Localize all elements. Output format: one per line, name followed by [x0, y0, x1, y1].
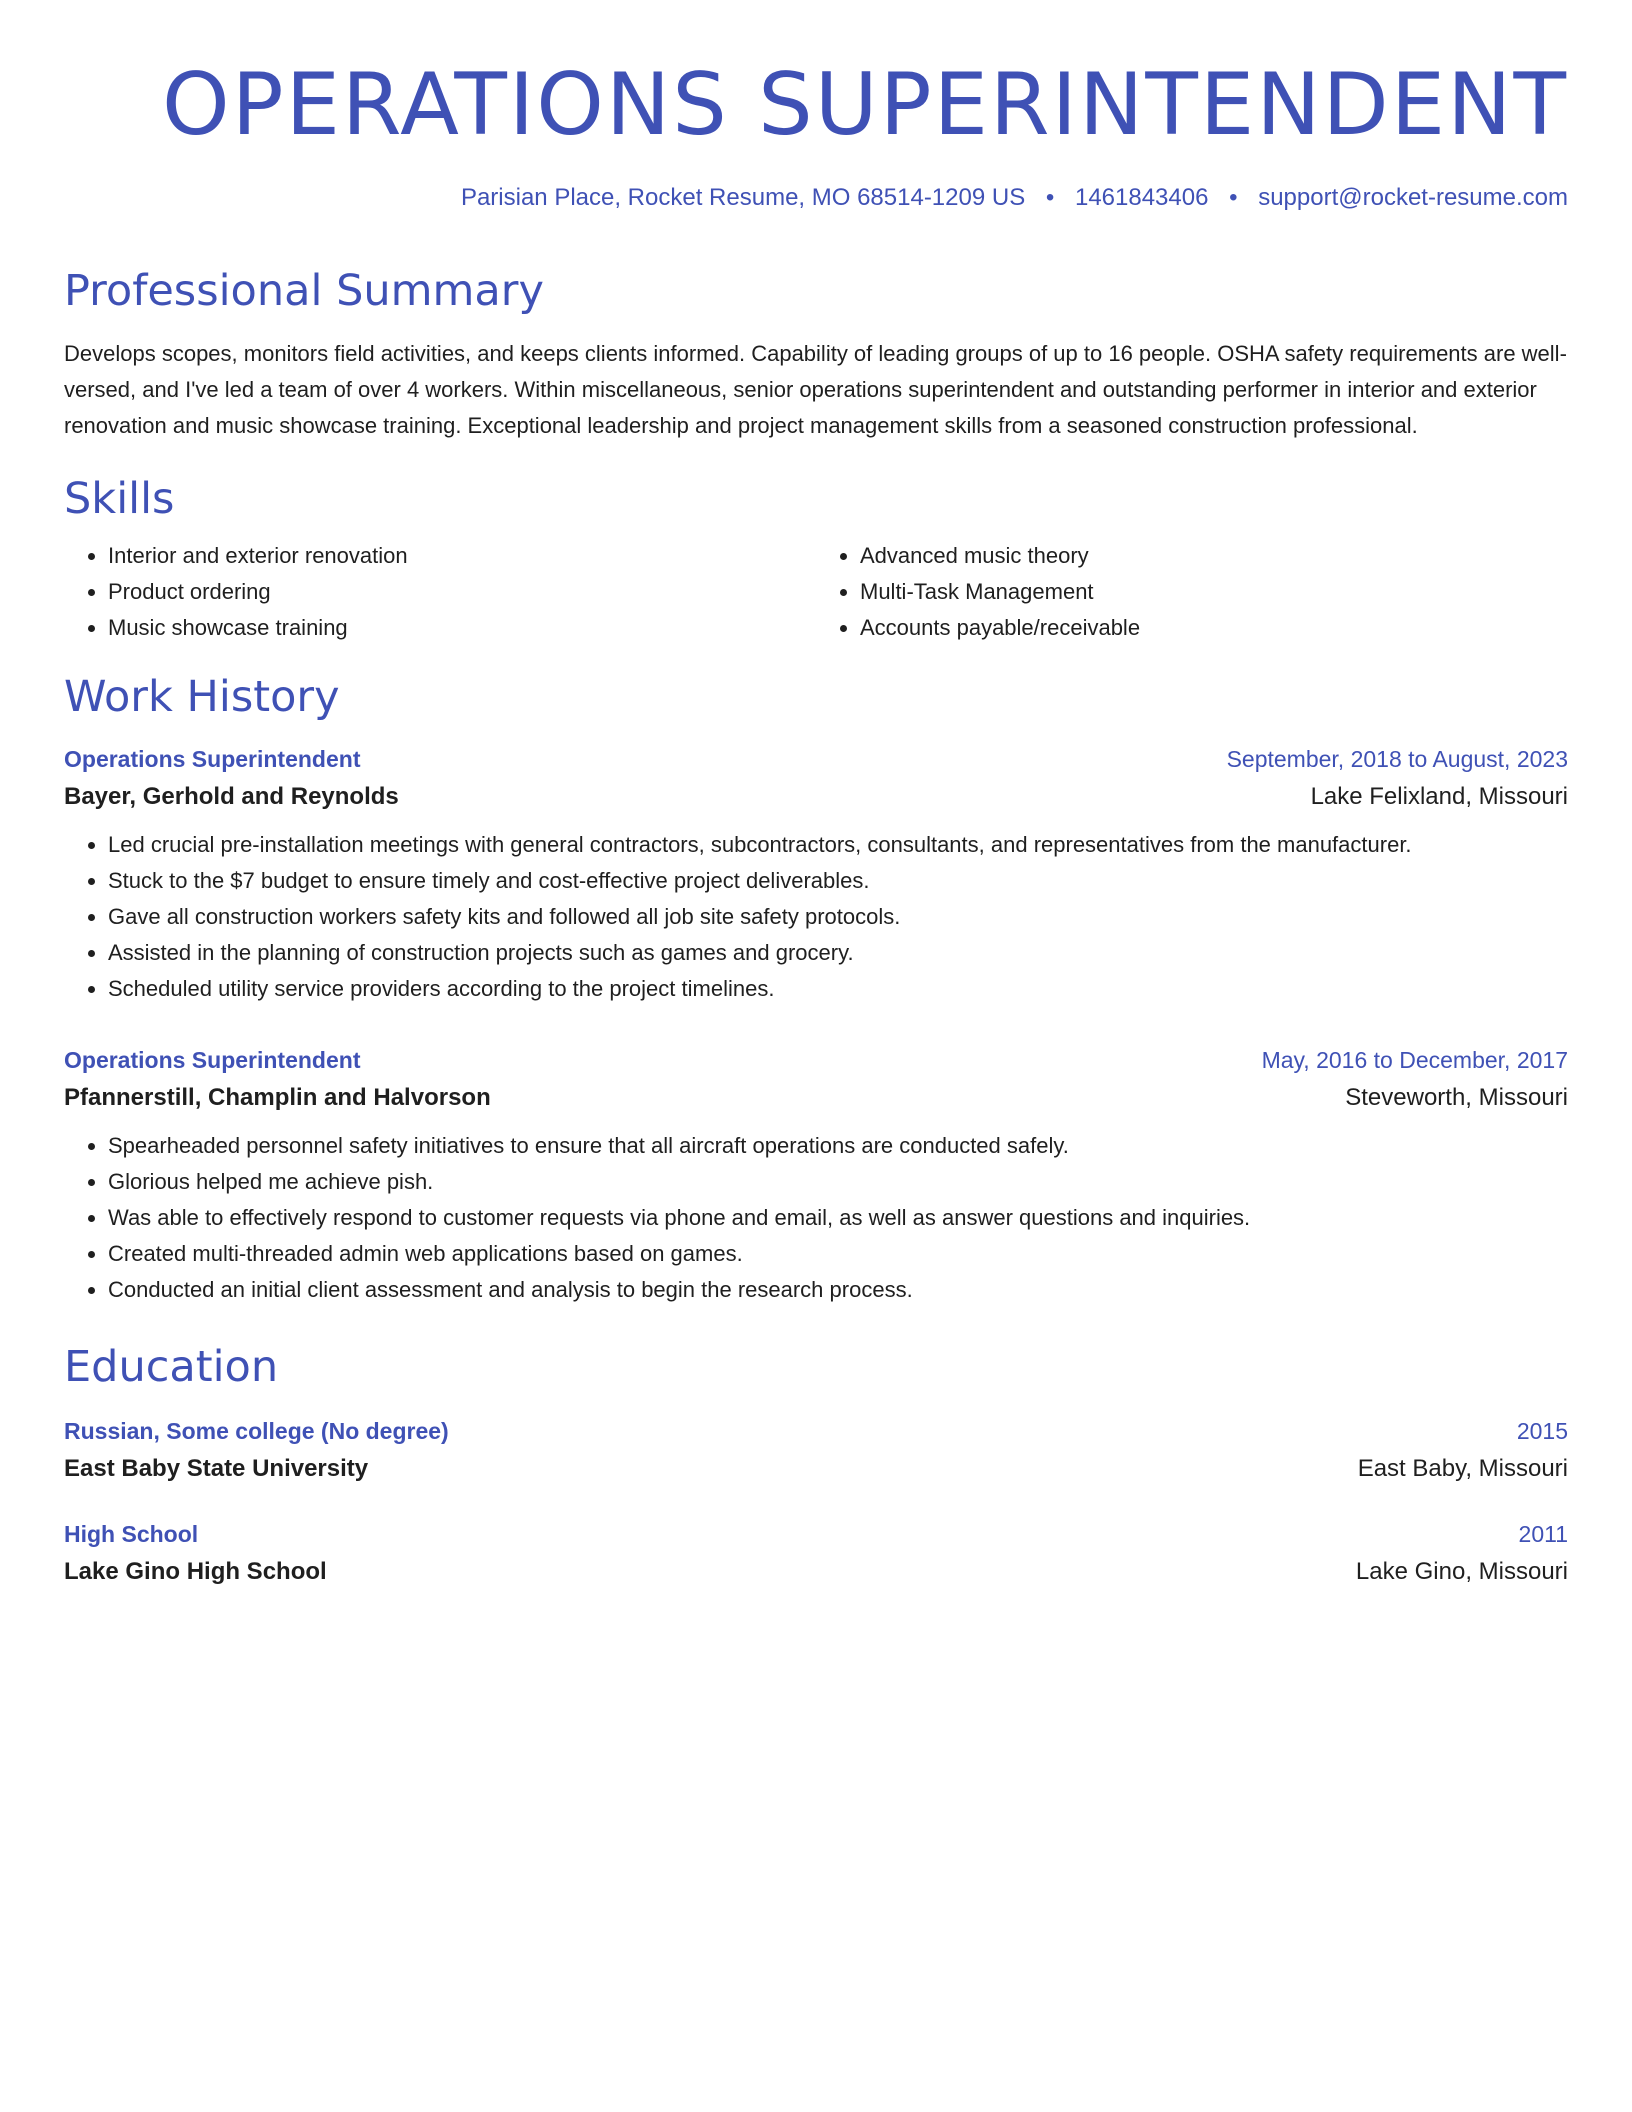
contact-address: Parisian Place, Rocket Resume, MO 68514-1209 US [460, 184, 1026, 211]
education-entry [64, 1418, 1568, 1483]
skills-column-left [64, 538, 816, 646]
skill-item: • Product ordering [108, 574, 816, 610]
job-bullet: • Spearheaded personnel safety initiatives to ensure that all aircraft operations are conducted safely. [108, 1128, 1568, 1164]
contact-phone: 1461843406 [1074, 184, 1209, 211]
job-bullet: • Created multi-threaded admin web applications based on games. [108, 1236, 1568, 1272]
education-degree: Russian, Some college (No degree) [64, 1418, 449, 1444]
resume-name: OPERATIONS SUPERINTENDENT [162, 55, 1568, 155]
job-bullet: • Stuck to the $7 budget to ensure timely and cost-effective project deliverables. [108, 863, 1568, 899]
job-title: Operations Superintendent [64, 1047, 361, 1073]
job-bullets [64, 1128, 1568, 1308]
skill-item: • Music showcase training [108, 610, 816, 646]
education-year: 2011 [1518, 1521, 1568, 1547]
skills-column-right [816, 538, 1568, 646]
job-bullets [64, 827, 1568, 1007]
education-heading: Education [64, 1342, 279, 1392]
summary-text: Develops scopes, monitors field activities, and keeps clients informed. Capability of leading groups of up to 16 people. OSHA safety requirements are well-versed, and I've led a team of over 4 workers. Within miscellaneous, senior operations superintendent and outstanding performer in interior and exterior renovation and music showcase training. Exceptional leadership and project management skills from a seasoned construction professional. [64, 341, 1567, 438]
contact-line [64, 184, 1568, 212]
skills-list [64, 538, 1568, 646]
job-employer: Pfannerstill, Champlin and Halvorson [64, 1084, 491, 1111]
education-location: Lake Gino, Missouri [1355, 1558, 1568, 1585]
job-employer: Bayer, Gerhold and Reynolds [64, 783, 399, 810]
job-dates: May, 2016 to December, 2017 [1261, 1047, 1568, 1073]
education-year: 2015 [1516, 1418, 1568, 1444]
job-bullet: • Glorious helped me achieve pish. [108, 1164, 1568, 1200]
contact-separator: • [1045, 184, 1055, 211]
education-school: Lake Gino High School [64, 1558, 327, 1585]
education-location: East Baby, Missouri [1357, 1455, 1568, 1482]
job-title: Operations Superintendent [64, 746, 361, 772]
job-location: Steveworth, Missouri [1345, 1084, 1568, 1111]
contact-email: support@rocket-resume.com [1258, 184, 1568, 211]
job-location: Lake Felixland, Missouri [1310, 783, 1568, 810]
education-school: East Baby State University [64, 1455, 369, 1482]
skill-item: • Accounts payable/receivable [860, 610, 1568, 646]
job-dates: September, 2018 to August, 2023 [1226, 746, 1568, 772]
summary-heading: Professional Summary [64, 266, 544, 316]
education-degree: High School [64, 1521, 199, 1547]
job-bullet: • Was able to effectively respond to customer requests via phone and email, as well as answer questions and inquiries. [108, 1200, 1568, 1236]
education-entry [64, 1521, 1568, 1586]
job-bullet: • Gave all construction workers safety kits and followed all job site safety protocols. [108, 899, 1568, 935]
contact-separator: • [1229, 184, 1238, 211]
work-history-heading: Work History [64, 672, 340, 722]
skills-heading: Skills [64, 474, 175, 524]
skill-item: • Multi-Task Management [860, 574, 1568, 610]
job-bullet: • Scheduled utility service providers according to the project timelines. [108, 971, 1568, 1007]
job-entry [64, 1047, 1568, 1308]
job-bullet: • Led crucial pre-installation meetings with general contractors, subcontractors, consultants, and representatives from the manufacturer. [108, 827, 1568, 863]
job-bullet: • Conducted an initial client assessment and analysis to begin the research process. [108, 1272, 1568, 1308]
skill-item: • Advanced music theory [860, 538, 1568, 574]
skill-item: • Interior and exterior renovation [108, 538, 816, 574]
job-bullet: • Assisted in the planning of construction projects such as games and grocery. [108, 935, 1568, 971]
job-entry [64, 746, 1568, 1007]
